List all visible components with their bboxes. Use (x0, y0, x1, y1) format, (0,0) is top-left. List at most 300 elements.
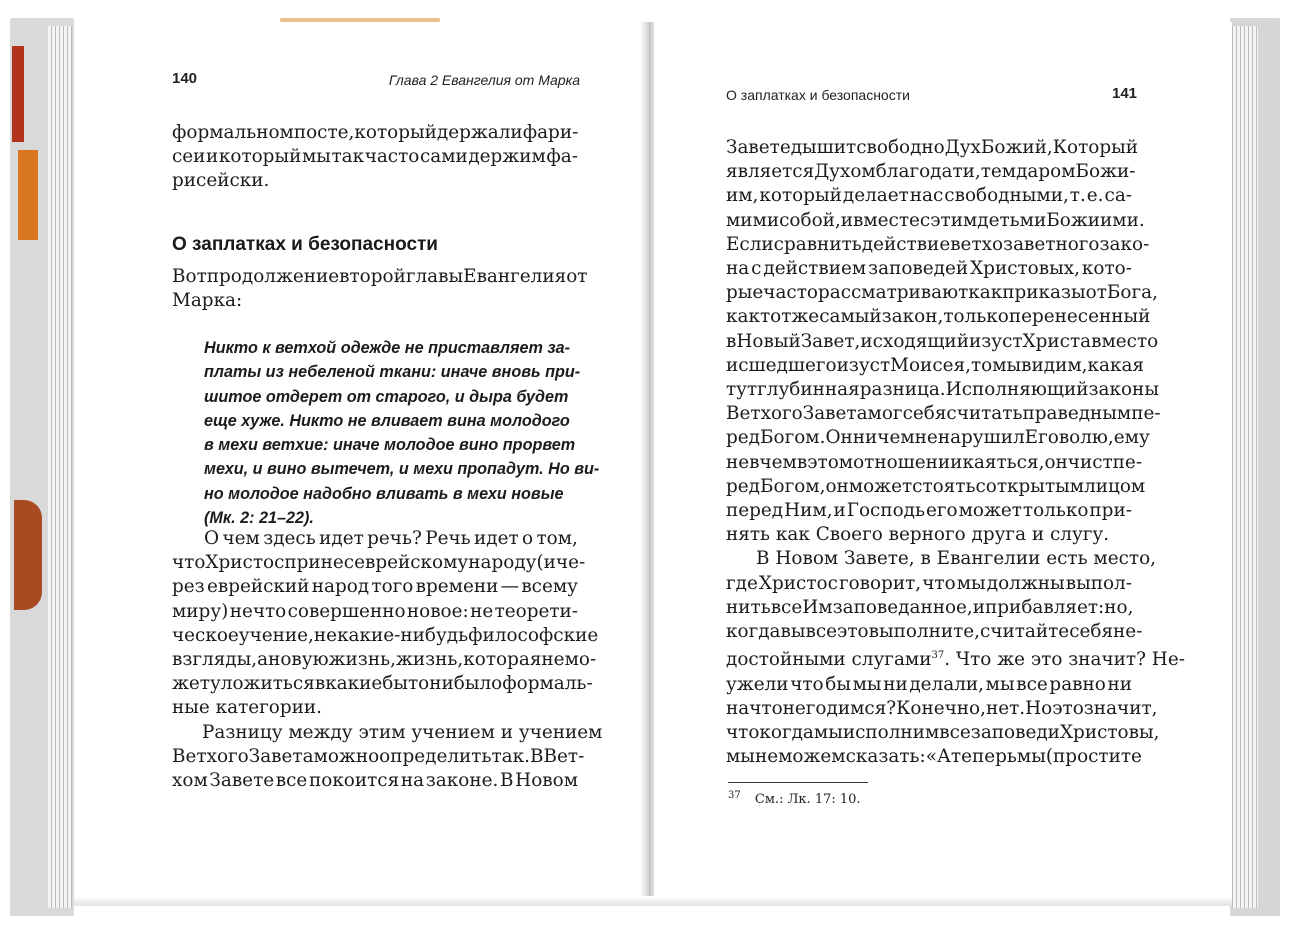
word: значит, (1083, 697, 1158, 719)
word: можно (313, 746, 380, 768)
word: мими (726, 209, 780, 231)
word: Но (1025, 697, 1053, 719)
word: определить (379, 746, 492, 768)
intro-paragraph (172, 121, 578, 194)
text-line (726, 257, 1132, 281)
word: так. (491, 746, 530, 768)
word: теорети- (494, 600, 578, 622)
word: видим, (1021, 354, 1088, 376)
word: Богом, (759, 475, 826, 497)
paragraph (172, 721, 603, 794)
word: Если (726, 233, 774, 255)
word: (простите (1045, 746, 1142, 768)
word: хом (172, 770, 208, 792)
word: — (500, 576, 520, 598)
word: ему (1113, 427, 1150, 449)
word: че- (555, 552, 586, 574)
word: фа- (546, 146, 578, 168)
word: зако- (1099, 233, 1150, 255)
word: с (975, 475, 986, 497)
word: Бога, (1106, 282, 1158, 304)
word: нас (909, 185, 944, 207)
word: равно (1049, 673, 1106, 695)
word: сеи (172, 146, 206, 168)
word: он (825, 475, 849, 497)
text-line (172, 769, 578, 793)
word: уст (991, 330, 1023, 352)
word: того (371, 576, 414, 598)
text-line (726, 160, 1136, 184)
word: дышит (790, 137, 857, 158)
word: держали (436, 122, 523, 143)
word: ни (883, 673, 908, 695)
paragraph (172, 265, 588, 313)
word: мы (992, 354, 1022, 376)
word: в (314, 673, 326, 695)
text-line (726, 184, 1132, 208)
word: из (968, 330, 992, 352)
word: не (470, 600, 494, 622)
text-line (726, 233, 1150, 257)
quote-line: шитое отдерет от старого, и дыра будет (204, 387, 569, 406)
text-line (726, 354, 1145, 378)
text-line (726, 209, 1145, 233)
word: Духом (814, 161, 876, 183)
word: собой, (779, 209, 841, 231)
text-line (726, 572, 1132, 596)
word: Евангелия (463, 266, 567, 287)
word: где (726, 572, 758, 594)
word: действие (861, 233, 951, 255)
word: часто (763, 282, 818, 304)
word: говорит, (838, 572, 922, 594)
word: мы (726, 746, 755, 768)
word: не (313, 624, 338, 646)
word: мы (1016, 746, 1046, 768)
word: закон, (881, 306, 944, 328)
word: мы (301, 146, 331, 168)
text-line (726, 305, 1151, 329)
word: и (972, 596, 986, 618)
word: как (726, 306, 760, 328)
word: Он (825, 427, 853, 449)
quote-line: Никто к ветхой одежде не приставляет за- (204, 339, 571, 357)
word: жизнь, (328, 649, 396, 671)
word: Завета (248, 746, 314, 768)
quote-line: платы из небеленой ткани: иначе вновь при- (204, 363, 581, 382)
word: он (1044, 451, 1068, 473)
text-line: В Новом Завете, в Евангелии есть место, (756, 548, 1157, 570)
word: не (541, 649, 565, 671)
word: действием (763, 258, 867, 280)
word: Ветхого (172, 746, 249, 768)
cover-decoration-orange (18, 150, 38, 240)
word: не (782, 697, 806, 719)
word: Христовых, (970, 258, 1080, 280)
word: а (257, 649, 269, 671)
word: какая (1087, 354, 1145, 376)
text-line (172, 745, 585, 769)
word: ветхозаветного (950, 233, 1100, 255)
word: мо- (564, 649, 597, 671)
word: годимся? (805, 697, 897, 719)
word: Божи- (1075, 161, 1136, 183)
text-line (726, 426, 1150, 450)
word: какие-нибудь (337, 624, 469, 646)
word: сказать: (845, 746, 926, 768)
word: кото- (1081, 258, 1132, 280)
footnote (728, 790, 861, 807)
word: лицом (1084, 475, 1146, 497)
word: его (926, 500, 958, 522)
word: считайте (980, 621, 1070, 643)
text-line (172, 672, 593, 696)
word: еврейскому (354, 552, 469, 574)
word: открытым (985, 475, 1085, 497)
word: этом (807, 451, 854, 473)
word: Христос (758, 572, 838, 594)
word: нарушил (937, 427, 1025, 449)
word: может (958, 500, 1022, 522)
word: миру) (172, 600, 229, 622)
word: чист (1067, 451, 1113, 473)
word: народ (311, 576, 370, 598)
footnote-rule (728, 782, 868, 783)
word: рез (172, 576, 205, 598)
word: свободными, (944, 185, 1069, 207)
word: т. (1069, 185, 1086, 207)
word: мы (813, 722, 843, 743)
word: ужели (726, 673, 789, 695)
word: философские (468, 624, 599, 646)
text-line (726, 281, 1158, 305)
word: из (836, 354, 859, 376)
word: все (939, 722, 971, 743)
word: в (749, 451, 760, 473)
word: заповеданное, (832, 596, 973, 618)
word: В (529, 746, 544, 768)
word: делает (842, 185, 909, 207)
word: Господь (846, 500, 926, 522)
word: сами (419, 146, 468, 168)
text-line (726, 136, 1138, 160)
word: себя (1069, 621, 1114, 643)
cover-decoration-red (12, 46, 24, 142)
text-line: Марка: (172, 290, 243, 312)
word: что (749, 697, 783, 719)
word: Христос (205, 552, 285, 574)
word: можем (778, 746, 846, 768)
word: что (790, 673, 824, 695)
text-line (726, 596, 1132, 620)
word: то (408, 673, 430, 695)
word: уложиться (209, 673, 315, 695)
text-line: рисейски. (172, 170, 270, 192)
word: том, (536, 528, 578, 549)
word: который (759, 185, 842, 207)
word: волю, (1058, 427, 1114, 449)
word: все (770, 596, 803, 618)
text-line (726, 721, 1160, 745)
running-head: О заплатках и безопасности (726, 87, 910, 103)
cover-decoration-brown (14, 500, 42, 610)
word: часто (364, 146, 420, 168)
word: ческое (172, 624, 239, 646)
word: нить (726, 596, 771, 618)
word: разница. (859, 379, 946, 401)
word: В (499, 770, 514, 792)
text-line (726, 402, 1161, 426)
text-line (726, 697, 1158, 721)
word: еврейский (206, 576, 310, 598)
word: законы (1088, 379, 1159, 401)
text-line (172, 145, 578, 169)
page-number: 140 (172, 70, 198, 87)
word: от (1085, 282, 1107, 304)
word: Завете (726, 137, 791, 158)
word: считать (946, 403, 1023, 425)
word: законе. (425, 770, 499, 792)
scripture-quote (204, 336, 600, 530)
word: новую (268, 649, 329, 671)
word: продолжение (206, 266, 340, 287)
word: исполним (842, 722, 940, 743)
word: праведным (1022, 403, 1132, 425)
word: Ветхого (726, 403, 803, 425)
word: Завете (209, 770, 275, 792)
page-bottom-edge (74, 896, 1232, 906)
word: ни (429, 673, 454, 695)
word: так (331, 146, 365, 168)
word: может (848, 475, 913, 497)
word: и (833, 500, 846, 522)
word: приказы (1002, 282, 1086, 304)
word: не (726, 451, 750, 473)
word: Им (802, 596, 833, 618)
word: даром (1016, 161, 1076, 183)
word: глубинная (757, 379, 860, 401)
text-line (726, 378, 1159, 402)
word: только (1022, 500, 1089, 522)
text-line (726, 673, 1132, 697)
word: прибавляет: (985, 596, 1105, 618)
word: ред (726, 475, 760, 497)
word: народу (468, 552, 537, 574)
word: каяться, (962, 451, 1045, 473)
word: когда (759, 722, 814, 743)
word: идет (319, 528, 364, 549)
word: заповеди (970, 722, 1060, 743)
word: чем (222, 528, 260, 549)
word: Исполняющий (945, 379, 1089, 401)
word: которая (463, 649, 542, 671)
word: благодати, (875, 161, 981, 183)
running-head: Глава 2 Евангелия от Марка (388, 72, 580, 88)
word: свободно (856, 137, 945, 158)
text-line (172, 575, 578, 599)
word: уст (858, 354, 891, 376)
word: же (791, 306, 820, 328)
word: чем (759, 451, 797, 473)
text-line (172, 527, 578, 551)
word: исшедшего (726, 354, 837, 376)
word: рассматривают (817, 282, 969, 304)
word: им, (726, 185, 759, 207)
word: держим (468, 146, 546, 168)
word: Богом. (759, 427, 826, 449)
word: детьми (977, 209, 1047, 231)
word: Новый (736, 330, 801, 352)
word: Новом (515, 770, 578, 792)
word: принес (284, 552, 355, 574)
word: сравнить (773, 233, 862, 255)
word: пе- (1131, 403, 1161, 425)
word: Речь (425, 528, 471, 549)
word: учение, (238, 624, 314, 646)
word: является (726, 161, 815, 183)
word: на (726, 258, 750, 280)
word: какие (325, 673, 383, 695)
word: мог (867, 403, 903, 425)
word: на (400, 770, 425, 792)
word: все (1016, 673, 1048, 695)
word: этим (930, 209, 978, 231)
page-number: 141 (1112, 85, 1138, 102)
quote-line: еще хуже. Никто не вливает вина молодого (204, 411, 570, 430)
quote-line: но молодое надобно вливать в мехи новые (204, 484, 564, 503)
text-line: Разницу между этим учением и учением (202, 722, 603, 743)
word: стоять (912, 475, 976, 497)
word: не (914, 427, 938, 449)
word: жет (172, 673, 210, 695)
paragraph (726, 136, 1185, 769)
word: мы (852, 673, 882, 695)
word: ни (1107, 673, 1132, 695)
word: в (726, 330, 737, 352)
word: что (726, 722, 760, 743)
word: должны (986, 572, 1065, 594)
word: самый (819, 306, 882, 328)
word: тем (980, 161, 1017, 183)
word: Христа (1022, 330, 1092, 352)
text-line: нять как Своего верного друга и слугу. (726, 524, 1110, 546)
word: который (354, 122, 437, 143)
word: Вот (172, 266, 207, 287)
word: выпол- (1065, 572, 1132, 594)
word: здесь (263, 528, 316, 549)
word: главы (405, 266, 464, 287)
word: заповедей (868, 258, 969, 280)
page-edges-right (1232, 26, 1258, 908)
word: са- (1104, 185, 1132, 207)
word: что (922, 572, 956, 594)
word: только (943, 306, 1009, 328)
word: нет. (985, 697, 1026, 719)
word: Завет, (800, 330, 861, 352)
word: тот (759, 306, 792, 328)
word: Который (1052, 137, 1138, 158)
word: Его (1024, 427, 1059, 449)
word: речь? (367, 528, 422, 549)
word: и (206, 146, 219, 168)
text-line (726, 451, 1143, 475)
word: о (522, 528, 534, 549)
text-line (726, 620, 1143, 644)
word: от (566, 266, 588, 287)
text-line (172, 600, 578, 624)
word: было (453, 673, 503, 695)
text-line (726, 330, 1159, 354)
text-line (726, 745, 1142, 769)
footnote-reference[interactable]: 37 (931, 650, 945, 662)
word: времени (415, 576, 499, 598)
section-heading: О заплатках и безопасности (172, 234, 438, 255)
text-line-with-footnote (726, 644, 1185, 672)
word: мы (956, 572, 986, 594)
word: совершенно (287, 600, 406, 622)
footnote-text: См.: Лк. 17: 10. (754, 792, 861, 808)
text-line: ные категории. (172, 697, 322, 719)
word: что (172, 552, 206, 574)
word: е. (1086, 185, 1104, 207)
word: ничем (852, 427, 915, 449)
word: Божиими. (1046, 209, 1145, 231)
word: выполните, (868, 621, 981, 643)
word: «А (925, 746, 951, 768)
word: который (218, 146, 302, 168)
word: новое: (406, 600, 469, 622)
text-line (726, 475, 1146, 499)
word: покоится (308, 770, 400, 792)
word: бы (825, 673, 851, 695)
text-line (726, 499, 1132, 523)
word: при- (1089, 500, 1132, 522)
word: исходящий (860, 330, 969, 352)
word: О (204, 528, 220, 549)
word: как (968, 282, 1003, 304)
word: все (275, 770, 308, 792)
word: Божий, (980, 137, 1053, 158)
word: с (919, 209, 931, 231)
word: перед (726, 500, 784, 522)
word: в (796, 451, 808, 473)
footnote-number: 37 (728, 790, 741, 801)
word: и (840, 209, 854, 231)
word: идет (474, 528, 519, 549)
word: фари- (522, 122, 579, 143)
word: Ним, (784, 500, 833, 522)
word: Вет- (543, 746, 585, 768)
word: пе- (1112, 451, 1143, 473)
word: теперь (950, 746, 1017, 768)
word: ред (726, 427, 760, 449)
word: жизнь, (395, 649, 464, 671)
word: отношении (853, 451, 963, 473)
word: Завета (802, 403, 868, 425)
word: не- (1113, 621, 1143, 643)
word: это (1052, 697, 1084, 719)
text-line (172, 551, 586, 575)
word: перенесенный (1008, 306, 1151, 328)
word: вы (780, 621, 806, 643)
word: формаль- (502, 673, 593, 695)
right-page (654, 22, 1232, 902)
word: вместо (1091, 330, 1159, 352)
word: это (837, 621, 869, 643)
page-edges-left (48, 26, 72, 908)
word: Христовы, (1059, 722, 1160, 743)
word: всему (521, 576, 578, 598)
